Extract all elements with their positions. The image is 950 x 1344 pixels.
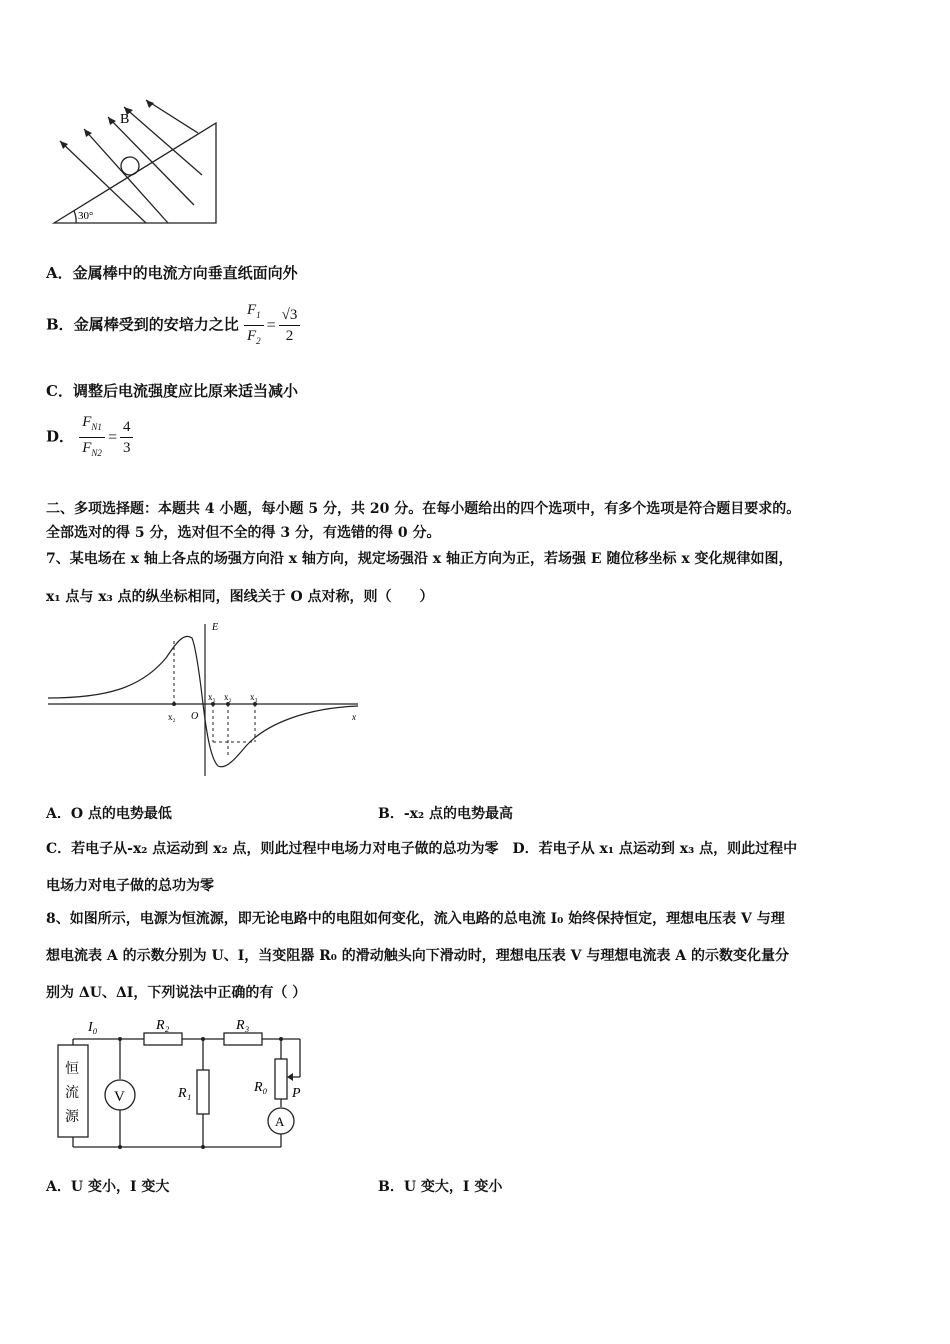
e-field-graph — [46, 618, 366, 783]
q6-option-b: B．金属棒受到的安培力之比 $\frac{F_1}{F_2}$ = $\frac{√3}{2}$ — [46, 300, 300, 351]
metal-rod-circle — [121, 157, 139, 175]
ammeter-label: A — [275, 1114, 285, 1129]
x-axis-label: x — [352, 712, 356, 722]
resistor-r2 — [144, 1033, 182, 1045]
neg-x2-label: x₂ — [168, 712, 176, 722]
q7-option-b: B．-x₂ 点的电势最高 — [378, 806, 513, 822]
q7-line2: x₁ 点与 x₃ 点的纵坐标相同，图线关于 O 点对称，则（ ） — [46, 589, 434, 605]
resistor-r1 — [197, 1070, 209, 1114]
b-field-label: B — [120, 112, 130, 127]
x3-label: x₃ — [250, 692, 258, 702]
q6-option-d: D． $\frac{F_{N1}}{F_{N2}}$ = $\frac{4}{3}$ — [46, 412, 133, 463]
section2-line2: 全部选对的得 5 分，选对但不全的得 3 分，有选错的得 0 分。 — [46, 525, 441, 541]
i0-label: I₀ — [88, 1020, 98, 1035]
resistor-r3 — [224, 1033, 262, 1045]
q8-line2: 想电流表 A 的示数分别为 U、I，当变阻器 R₀ 的滑动触头向下滑动时，理想电压表 V 与理想电流表 A 的示数变化量分 — [46, 948, 789, 964]
angle-label: 30° — [78, 210, 94, 222]
q7-option-a: A．O 点的电势最低 — [46, 806, 172, 822]
q6-option-a: A．金属棒中的电流方向垂直纸面向外 — [46, 264, 298, 282]
r1-label: R₁ — [178, 1086, 192, 1101]
origin-label: O — [191, 711, 199, 722]
q7-line1: 7、某电场在 x 轴上各点的场强方向沿 x 轴方向，规定场强沿 x 轴正方向为正，若场强 E 随位移坐标 x 变化规律如图， — [46, 551, 793, 567]
incline-figure — [46, 95, 226, 230]
x1-label: x₁ — [208, 692, 216, 702]
section2-line1: 二、多项选择题：本题共 4 小题，每小题 5 分，共 20 分。在每小题给出的四个选项中，有多个选项是符合题目要求的。 — [46, 501, 801, 517]
q8-line1: 8、如图所示，电源为恒流源，即无论电路中的电阻如何变化，流入电路的总电流 I₀ 始终保持恒定，理想电压表 V 与理 — [46, 911, 785, 927]
p-label: P — [292, 1086, 301, 1101]
q7-option-c-cont: 电场力对电子做的总功为零 — [46, 878, 214, 894]
source-char-1: 恒 — [65, 1062, 79, 1077]
q8-option-a: A．U 变小，I 变大 — [46, 1179, 170, 1195]
source-char-2: 流 — [65, 1086, 79, 1101]
e-axis-label: E — [212, 622, 219, 633]
r3-label: R₃ — [236, 1018, 250, 1033]
q7-option-c: C．若电子从-x₂ 点运动到 x₂ 点，则此过程中电场力对电子做的总功为零 D．若电子从 x₁ 点运动到 x₃ 点，则此过程中 — [46, 841, 798, 857]
source-char-3: 源 — [65, 1110, 79, 1125]
q8-option-b: B．U 变大，I 变小 — [378, 1179, 503, 1195]
r2-label: R₂ — [156, 1018, 170, 1033]
rheostat-r0 — [275, 1059, 287, 1099]
e-curve — [48, 636, 358, 766]
circuit-diagram — [50, 1015, 320, 1155]
q6-option-c: C．调整后电流强度应比原来适当减小 — [46, 382, 298, 400]
voltmeter-label: V — [114, 1089, 125, 1105]
x2-label: x₂ — [224, 692, 232, 702]
q8-line3: 别为 ΔU、ΔI，下列说法中正确的有（ ） — [46, 985, 307, 1001]
r0-label: R₀ — [254, 1080, 268, 1095]
